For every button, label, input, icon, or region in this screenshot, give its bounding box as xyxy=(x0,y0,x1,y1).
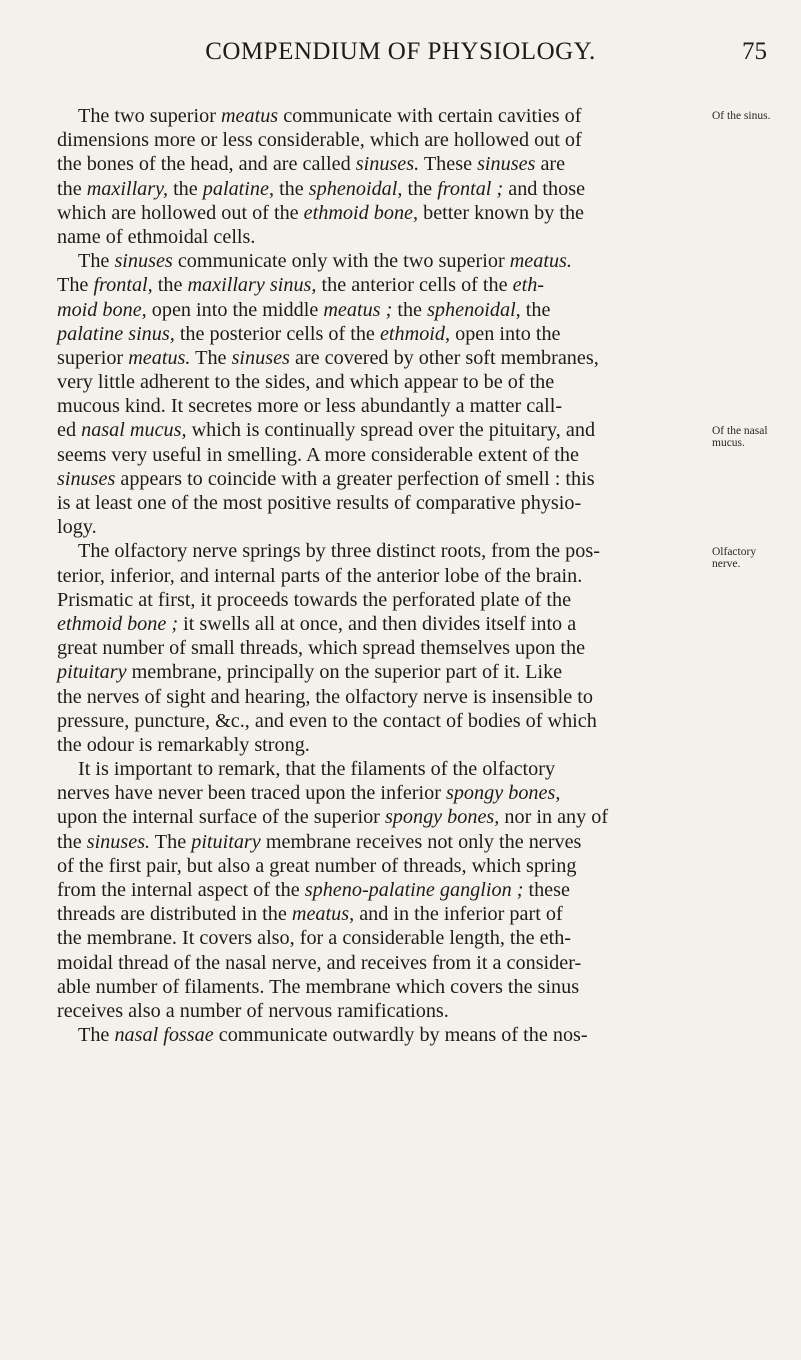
italic-text: pituitary xyxy=(191,830,261,853)
italic-text: sphenoidal, xyxy=(427,298,521,321)
text-run: open into the xyxy=(450,322,561,345)
text-run: great number of small threads, which spread themselves upon the xyxy=(57,637,586,660)
text-run: It is important to remark, that the filaments of the olfactory xyxy=(78,758,556,781)
margin-note xyxy=(712,425,801,449)
text-run: logy. xyxy=(57,516,97,539)
text-run: membrane receives not only the nerves xyxy=(260,830,582,853)
text-line xyxy=(57,733,697,757)
text-run: The xyxy=(78,1024,115,1047)
text-line xyxy=(57,975,697,999)
text-run: These xyxy=(419,153,478,176)
page-number: 75 xyxy=(742,38,767,65)
text-run: the membrane. It covers also, for a considerable length, the eth- xyxy=(57,927,572,950)
text-line xyxy=(57,805,697,829)
text-run: The xyxy=(190,346,232,369)
text-line xyxy=(57,878,697,902)
text-line xyxy=(57,322,697,346)
text-run: the xyxy=(57,830,87,853)
text-run: and those xyxy=(503,177,586,200)
text-run: name of ethmoidal cells. xyxy=(57,225,256,248)
text-line xyxy=(57,491,697,515)
text-run: nerves have never been traced upon the inferior xyxy=(57,782,446,805)
text-line xyxy=(57,418,697,442)
text-run: the posterior cells of the xyxy=(174,322,380,345)
text-run: better known by the xyxy=(418,201,584,224)
margin-note xyxy=(712,110,801,122)
text-run: the xyxy=(274,177,309,200)
text-run: communicate outwardly by means of the nos- xyxy=(213,1024,588,1047)
text-line xyxy=(57,588,697,612)
text-run: the odour is remarkably strong. xyxy=(57,733,310,756)
margin-note-line: nerve. xyxy=(712,557,741,570)
italic-text: sinuses xyxy=(231,346,290,369)
text-run: the anterior cells of the xyxy=(316,274,513,297)
text-line xyxy=(57,249,697,273)
text-run: able number of filaments. The membrane which covers the sinus xyxy=(57,975,580,998)
italic-text: ethmoid, xyxy=(379,322,451,345)
text-line xyxy=(57,854,697,878)
text-run: are covered by other soft membranes, xyxy=(289,346,599,369)
text-line xyxy=(57,685,697,709)
text-line xyxy=(57,660,697,684)
italic-text: sinuses. xyxy=(86,830,151,853)
text-line xyxy=(57,152,697,176)
italic-text: frontal, xyxy=(93,274,153,297)
paragraph xyxy=(57,1023,697,1047)
text-run: threads are distributed in the xyxy=(57,903,292,926)
text-run: The xyxy=(150,830,192,853)
text-run: The two superior xyxy=(78,105,221,127)
text-run: The olfactory nerve springs by three distinct roots, from the pos- xyxy=(78,540,600,563)
text-line xyxy=(57,926,697,950)
margin-note xyxy=(712,546,801,570)
paragraph xyxy=(57,249,697,539)
text-run: the xyxy=(402,177,438,200)
text-line xyxy=(57,830,697,854)
italic-text: maxillary sinus, xyxy=(187,274,317,297)
text-line xyxy=(57,999,697,1023)
text-run: which are hollowed out of the xyxy=(57,201,304,224)
italic-text: sinuses xyxy=(57,467,116,490)
text-run: terior, inferior, and internal parts of the anterior lobe of the brain. xyxy=(57,564,583,587)
text-run: Prismatic at first, it proceeds towards the perforated plate of the xyxy=(57,588,572,611)
text-run: the nerves of sight and hearing, the olfactory nerve is insensible to xyxy=(57,685,593,708)
text-run: open into the middle xyxy=(146,298,324,321)
text-run: seems very useful in smelling. A more considerable extent of the xyxy=(57,443,579,466)
italic-text: meatus, xyxy=(291,903,355,926)
text-line xyxy=(57,201,697,225)
body-text xyxy=(57,104,697,1047)
text-line xyxy=(57,443,697,467)
page-header xyxy=(0,38,801,78)
text-line xyxy=(57,515,697,539)
text-run: superior xyxy=(57,346,129,369)
italic-text: moid bone, xyxy=(57,298,147,321)
text-run: the xyxy=(57,177,87,200)
text-line xyxy=(57,564,697,588)
text-line xyxy=(57,225,697,249)
italic-text: sinuses xyxy=(114,250,173,273)
text-run: of the first pair, but also a great number of threads, which spring xyxy=(57,854,577,877)
text-line xyxy=(57,177,697,201)
italic-text: ethmoid bone, xyxy=(303,201,419,224)
margin-note-line: Olfactory xyxy=(712,545,757,558)
text-line xyxy=(57,781,697,805)
text-run: are xyxy=(535,153,566,176)
text-line xyxy=(57,273,697,297)
text-run: and in the inferior part of xyxy=(354,903,563,926)
text-run: The xyxy=(57,274,94,297)
italic-text: pituitary xyxy=(57,661,127,684)
text-line xyxy=(57,757,697,781)
text-line xyxy=(57,709,697,733)
italic-text: spheno-palatine ganglion ; xyxy=(304,879,524,901)
italic-text: nasal fossae xyxy=(114,1024,214,1047)
italic-text: meatus ; xyxy=(323,298,393,321)
text-line xyxy=(57,467,697,491)
italic-text: sphenoidal, xyxy=(308,177,403,200)
margin-note-line: Of the nasal xyxy=(712,424,768,437)
text-run: which is continually spread over the pituitary, and xyxy=(186,419,596,442)
text-run: communicate only with the two superior xyxy=(172,250,510,273)
paragraph xyxy=(57,539,697,757)
text-run: dimensions more or less considerable, which are hollowed out of xyxy=(57,129,582,152)
text-run: these xyxy=(523,879,570,901)
text-line xyxy=(57,612,697,636)
italic-text: sinuses. xyxy=(355,153,420,176)
text-run: the xyxy=(168,177,203,200)
text-run: the xyxy=(520,298,551,321)
margin-note-line: Of the sinus. xyxy=(712,110,771,122)
text-line xyxy=(57,394,697,418)
text-run: the xyxy=(392,298,428,321)
running-title: COMPENDIUM OF PHYSIOLOGY. xyxy=(205,38,596,65)
text-run: from the internal aspect of the xyxy=(57,879,305,901)
italic-text: sinuses xyxy=(477,153,536,176)
italic-text: meatus. xyxy=(509,250,572,273)
text-line xyxy=(57,104,697,128)
text-run: mucous kind. It secretes more or less abundantly a matter call- xyxy=(57,395,563,418)
italic-text: nasal mucus, xyxy=(81,419,187,442)
text-run: the bones of the head, and are called xyxy=(57,153,356,176)
text-run: pressure, puncture, &c., and even to the contact of bodies of which xyxy=(57,709,597,732)
italic-text: palatine, xyxy=(202,177,275,200)
text-run: The xyxy=(78,250,115,273)
text-line xyxy=(57,370,697,394)
text-line xyxy=(57,902,697,926)
italic-text: meatus xyxy=(220,105,279,127)
italic-text: palatine sinus, xyxy=(57,322,175,345)
text-line xyxy=(57,1023,697,1047)
italic-text: ethmoid bone ; xyxy=(57,612,179,635)
text-run: receives also a number of nervous ramifications. xyxy=(57,999,449,1022)
italic-text: eth- xyxy=(512,274,545,297)
text-run: membrane, principally on the superior part of it. Like xyxy=(126,661,563,684)
margin-note-line: mucus. xyxy=(712,436,745,449)
text-run: appears to coincide with a greater perfection of smell : this xyxy=(115,467,595,490)
paragraph xyxy=(57,104,697,249)
text-run: it swells all at once, and then divides itself into a xyxy=(178,612,577,635)
italic-text: frontal ; xyxy=(437,177,504,200)
text-run: nor in any of xyxy=(499,806,609,829)
text-run: very little adherent to the sides, and which appear to be of the xyxy=(57,371,555,394)
text-line xyxy=(57,298,697,322)
text-run: upon the internal surface of the superior xyxy=(57,806,385,829)
text-line xyxy=(57,951,697,975)
text-line xyxy=(57,539,697,563)
italic-text: meatus. xyxy=(128,346,191,369)
italic-text: maxillary, xyxy=(86,177,169,200)
text-run: ed xyxy=(57,419,82,442)
text-line xyxy=(57,636,697,660)
italic-text: spongy bones, xyxy=(384,806,500,829)
italic-text: spongy bones, xyxy=(445,782,561,805)
text-line xyxy=(57,128,697,152)
paragraph xyxy=(57,757,697,1023)
text-run: communicate with certain cavities of xyxy=(278,105,582,127)
text-line xyxy=(57,346,697,370)
text-run: is at least one of the most positive results of comparative physio- xyxy=(57,492,582,514)
text-run: moidal thread of the nasal nerve, and receives from it a consider- xyxy=(57,951,582,974)
text-run: the xyxy=(152,274,188,297)
